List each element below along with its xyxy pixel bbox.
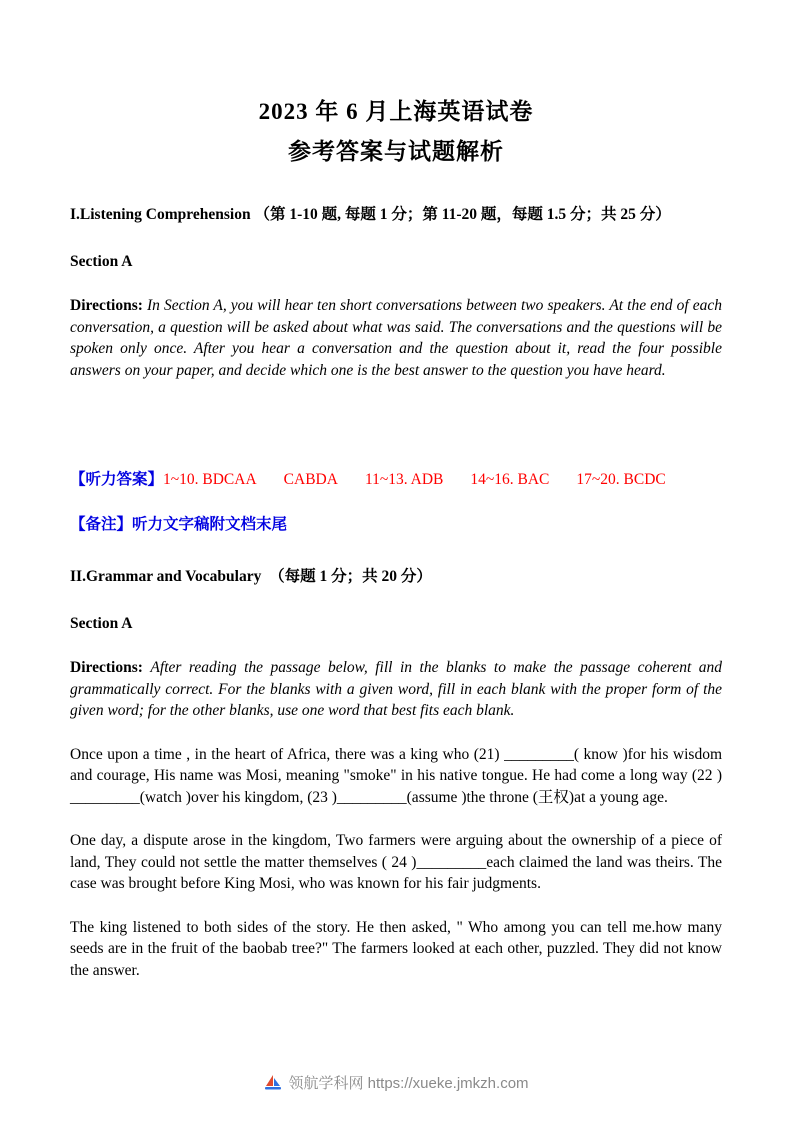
listening-note: 【备注】听力文字稿附文档末尾: [70, 516, 288, 533]
grammar-directions-label: Directions:: [70, 659, 143, 676]
grammar-directions-text: After reading the passage below, fill in the blanks to make the passage coherent and grammatically correct. For the blanks with a given word, fill in each blank with the proper form of the given word; for the other blanks, use one word that best fits each blank.: [70, 659, 723, 719]
listening-section-a-label: Section A: [70, 253, 133, 270]
listening-answers-line: [70, 467, 722, 489]
answer-group-11-13: 11~13. ADB: [364, 471, 444, 488]
answer-group-14-16: 14~16. BAC: [470, 471, 550, 488]
listening-heading: I.Listening Comprehension （第 1-10 题, 每题 1 分；第 11-20 题，每题 1.5 分；共 25 分）: [70, 206, 671, 223]
listening-directions: [70, 295, 722, 381]
footer-text: 领航学科网 https://xueke.jmkzh.com: [288, 1075, 529, 1092]
footer: [0, 1072, 793, 1096]
document-title-line1: 2023 年 6 月上海英语试卷: [258, 99, 534, 124]
answer-group-17-20: 17~20. BCDC: [576, 471, 666, 488]
grammar-heading: II.Grammar and Vocabulary （每题 1 分；共 20 分）: [70, 568, 432, 585]
document-title-line2: 参考答案与试题解析: [288, 139, 504, 164]
xueke-logo-icon: [264, 1074, 282, 1096]
listening-directions-text: In Section A, you will hear ten short conversations between two speakers. At the end of each conversation, a question will be asked about what was said. The conversations and the questions will be spoken only once. After you hear a conversation and the question about it, read the four possible answers on your paper, and decide which one is the best answer to the question you have heard.: [70, 297, 723, 379]
listening-answers-label: 【听力答案】: [70, 471, 164, 488]
listening-directions-label: Directions:: [70, 297, 143, 314]
passage-paragraph-3: The king listened to both sides of the story. He then asked, " Who among you can tell me.how many seeds are in the fruit of the baobab tree?" The farmers looked at each other, puzzled. They did not know the answer.: [70, 918, 722, 979]
answer-group-1-10: 1~10. BDCAA: [163, 471, 257, 488]
grammar-directions: [70, 657, 722, 722]
passage-paragraph-1: Once upon a time , in the heart of Africa, there was a king who (21) _________( know )for his wisdom and courage, His name was Mosi, meaning "smoke" in his native tongue. He had come a long way (22 ) _________(watch )over his kingdom, (23 )_________(assume )the throne (王权)at a young age.: [70, 745, 722, 806]
answer-group-1-10b: CABDA: [283, 471, 338, 488]
passage-paragraph-2: One day, a dispute arose in the kingdom, Two farmers were arguing about the ownership of a piece of land, They could not settle the matter themselves ( 24 )_________each claimed the land was theirs. The case was brought before King Mosi, who was known for his fair judgments.: [70, 832, 722, 892]
document-title: [70, 92, 722, 172]
grammar-section-a-label: Section A: [70, 615, 133, 632]
